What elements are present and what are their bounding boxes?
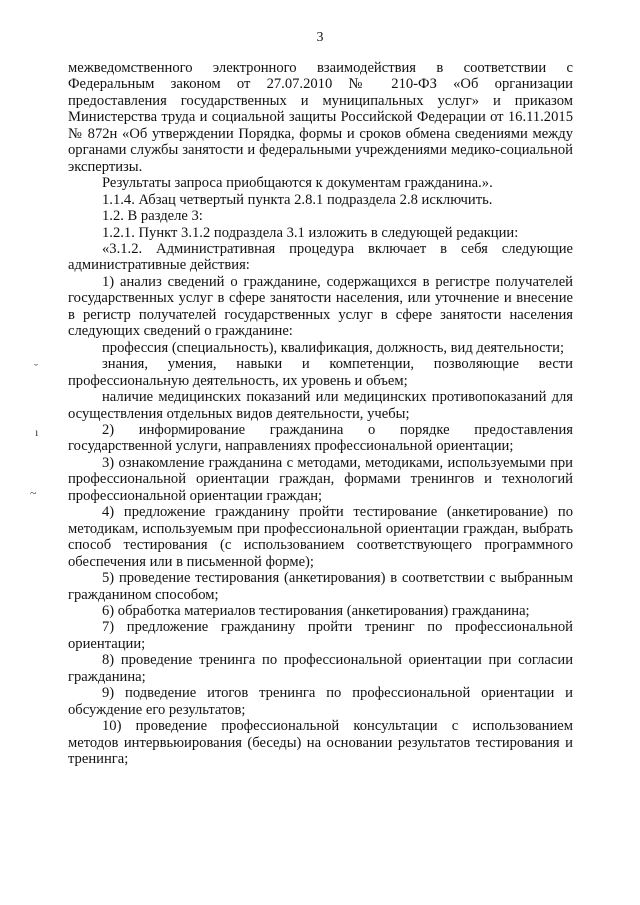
scan-speck: ~ [30, 486, 37, 500]
paragraph: «3.1.2. Административная процедура включает в себя следующие административные действия: [68, 240, 573, 274]
paragraph: 7) предложение гражданину пройти тренинг по профессиональной ориентации; [68, 619, 573, 652]
paragraph: профессия (специальность), квалификация, должность, вид деятельности; [102, 339, 565, 356]
page-number: 3 [316, 30, 324, 45]
paragraph: 6) обработка материалов тестирования (анкетирования) гражданина; [102, 602, 530, 619]
paragraph: Результаты запроса приобщаются к документам гражданина.». [102, 175, 493, 192]
document-body [68, 60, 573, 767]
paragraph: 10) проведение профессиональной консультации с использованием методов интервьюирования (беседы) на основании результатов тестирования и тренинга; [68, 718, 573, 768]
paragraph: знания, умения, навыки и компетенции, позволяющие вести профессиональную деятельность, их уровень и объем; [68, 356, 573, 389]
paragraph: 1.2.1. Пункт 3.1.2 подраздела 3.1 изложить в следующей редакции: [102, 224, 519, 241]
scan-speck: ı [35, 425, 39, 439]
paragraph: 1) анализ сведений о гражданине, содержащихся в регистре получателей государственных услуг в сфере занятости населения, или уточнение и внесение в регистр получателей государственных услуг в сфере занятости населения следующих сведений о гражданине: [68, 273, 573, 340]
paragraph: 1.1.4. Абзац четвертый пункта 2.8.1 подраздела 2.8 исключить. [102, 191, 493, 208]
paragraph: 8) проведение тренинга по профессиональной ориентации при согласии гражданина; [68, 652, 573, 685]
paragraph: наличие медицинских показаний или медицинских противопоказаний для осуществления отдельных видов деятельности, учебы; [68, 389, 573, 422]
paragraph: межведомственного электронного взаимодействия в соответствии с Федеральным законом от 27.07.2010 № 210-ФЗ «Об организации предоставления государственных и муниципальных услуг» и приказом Министерства труда и социальной защиты Российской Федерации от 16.11.2015 № 872н «Об утверждении Порядка, формы и сроков обмена сведениями между органами службы занятости и федеральными учреждениями медико-социальной экспертизы. [68, 60, 573, 175]
paragraph: 5) проведение тестирования (анкетирования) в соответствии с выбранным гражданином способом; [68, 570, 573, 603]
scan-speck: ˘ [34, 361, 38, 375]
paragraph: 3) ознакомление гражданина с методами, методиками, используемыми при профессиональной ориентации граждан, формами тренингов и технологий профессиональной ориентации граждан; [68, 454, 573, 504]
paragraph: 4) предложение гражданину пройти тестирование (анкетирование) по методикам, используемым при профессиональной ориентации граждан, выбрать способ тестирования (с использованием соответствующего программного обеспечения или в письменной форме); [68, 504, 573, 570]
paragraph: 2) информирование гражданина о порядке предоставления государственной услуги, направлениях профессиональной ориентации; [68, 421, 573, 455]
paragraph: 1.2. В разделе 3: [102, 208, 203, 225]
paragraph: 9) подведение итогов тренинга по профессиональной ориентации и обсуждение его результатов; [68, 685, 573, 718]
